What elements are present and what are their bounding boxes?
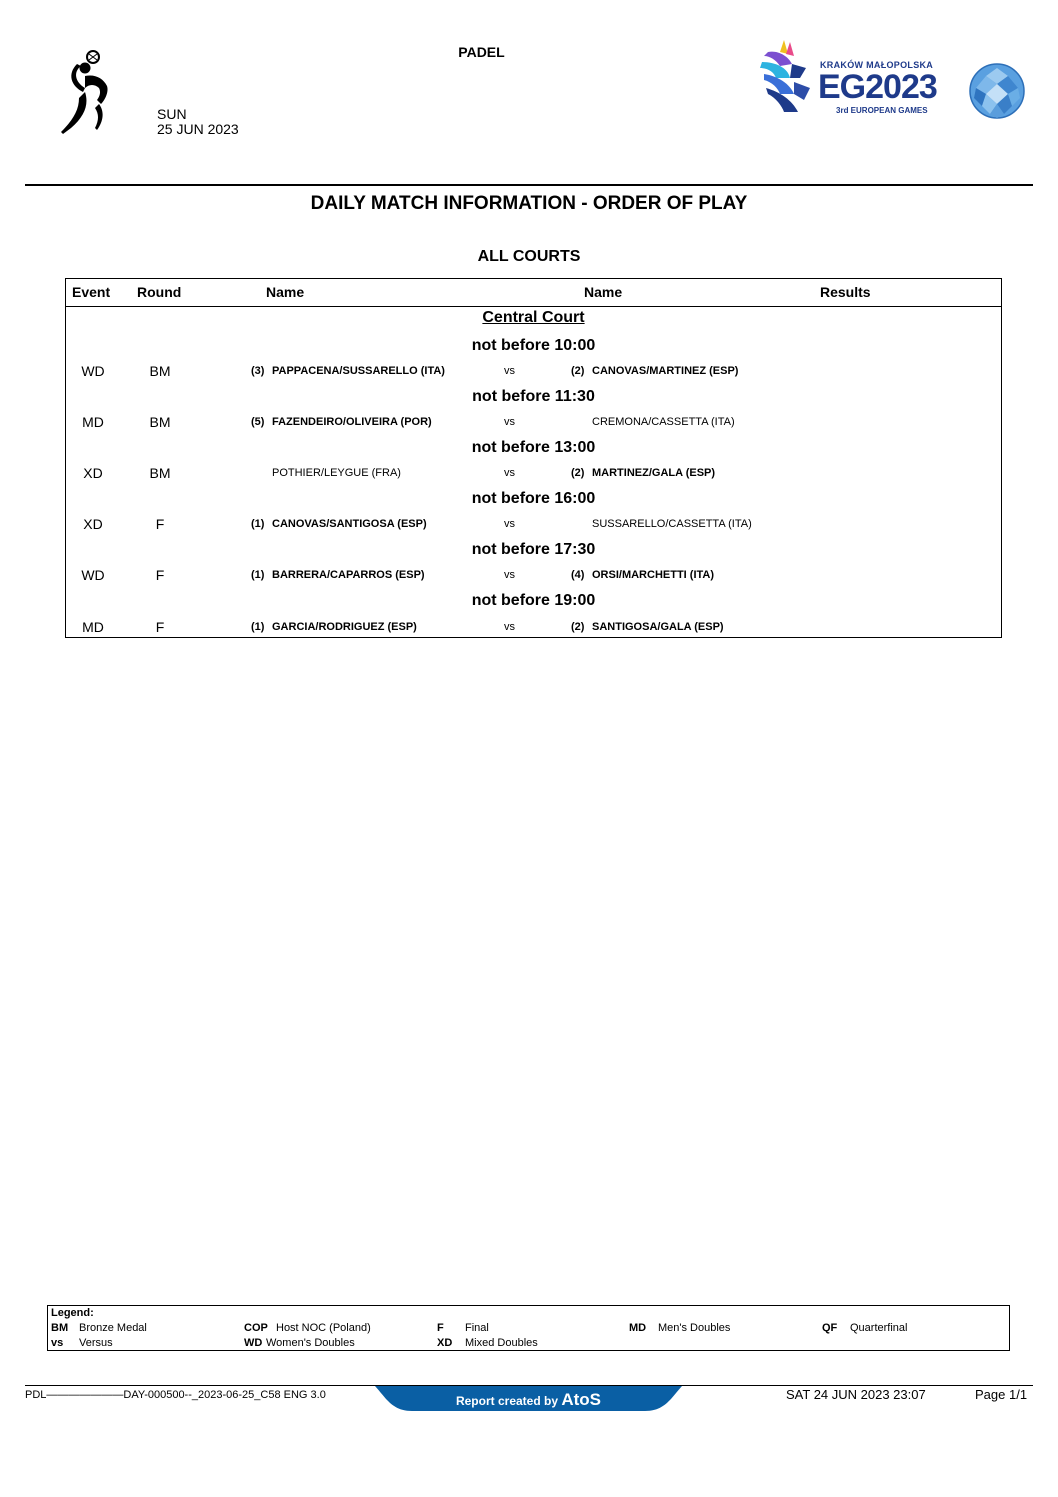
team-1-seed: (5) — [251, 416, 265, 428]
legend-label: Host NOC (Poland) — [276, 1322, 371, 1334]
european-olympic-committees-icon — [968, 62, 1026, 120]
table-header — [66, 279, 1001, 307]
team-2 — [571, 416, 735, 428]
legend-key: vs — [51, 1337, 64, 1349]
team-2-name: SANTIGOSA/GALA (ESP) — [592, 621, 724, 633]
versus-label: vs — [504, 518, 515, 530]
round-code: BM — [149, 363, 171, 379]
versus-label: vs — [504, 365, 515, 377]
legend-label: Bronze Medal — [79, 1322, 147, 1334]
legend-item — [437, 1337, 538, 1349]
legend-item — [244, 1337, 355, 1349]
team-1 — [251, 467, 401, 479]
legend-key: QF — [822, 1322, 838, 1334]
team-1-name: PAPPACENA/SUSSARELLO (ITA) — [272, 365, 445, 377]
legend-item — [437, 1322, 489, 1334]
event-code: MD — [82, 619, 104, 635]
team-2-seed: (4) — [571, 569, 585, 581]
legend-key: XD — [437, 1337, 453, 1349]
banner-caption: Report created by — [455, 1394, 558, 1408]
day-of-week: SUN — [157, 106, 187, 122]
team-2 — [571, 518, 752, 530]
atos-brand: AtoS — [561, 1390, 602, 1409]
header-divider — [25, 184, 1033, 186]
column-header-round: Round — [137, 284, 182, 300]
session-time: not before 16:00 — [471, 490, 596, 507]
team-1 — [251, 365, 445, 377]
legend-box — [47, 1305, 1010, 1351]
session-time: not before 10:00 — [471, 337, 596, 354]
team-2 — [571, 569, 714, 581]
sport-title: PADEL — [458, 44, 505, 60]
column-header-event: Event — [72, 284, 111, 300]
eg2023-logo — [754, 38, 954, 120]
legend-label: Mixed Doubles — [465, 1337, 538, 1349]
team-1 — [251, 416, 432, 428]
team-2-name: ORSI/MARCHETTI (ITA) — [592, 569, 715, 581]
team-2-name: SUSSARELLO/CASSETTA (ITA) — [592, 518, 752, 530]
team-1 — [251, 621, 417, 633]
round-code: F — [155, 567, 165, 583]
legend-item — [244, 1322, 371, 1334]
session-time: not before 17:30 — [471, 541, 596, 558]
team-1-name: CANOVAS/SANTIGOSA (ESP) — [272, 518, 427, 530]
event-code: MD — [82, 414, 104, 430]
legend-item — [51, 1337, 113, 1349]
legend-key: WD — [244, 1337, 263, 1349]
table-row — [66, 518, 1001, 536]
event-code: XD — [83, 465, 103, 481]
dragon-mark-icon — [754, 38, 816, 120]
legend-title: Legend: — [51, 1307, 94, 1319]
versus-label: vs — [504, 467, 515, 479]
legend-key: F — [437, 1322, 444, 1334]
legend-label: Final — [465, 1322, 489, 1334]
legend-label: Quarterfinal — [850, 1322, 908, 1334]
team-2-seed: (2) — [571, 365, 585, 377]
team-1 — [251, 569, 425, 581]
report-code: PDL———————DAY-000500--_2023-06-25_C58 ENG 3.0 — [25, 1389, 326, 1401]
team-1-name: FAZENDEIRO/OLIVEIRA (POR) — [272, 416, 432, 428]
team-1-seed: (3) — [251, 365, 265, 377]
team-2 — [571, 365, 738, 377]
eg-logo-mark: EG2023 — [818, 68, 937, 106]
event-code: WD — [81, 567, 105, 583]
table-row — [66, 621, 1001, 639]
legend-key: BM — [51, 1322, 69, 1334]
team-1-seed: (1) — [251, 569, 265, 581]
team-2 — [571, 621, 724, 633]
eg-logo-top-line: KRAKÓW MAŁOPOLSKA — [820, 60, 934, 70]
team-2-seed: (2) — [571, 467, 585, 479]
padel-player-icon — [55, 48, 130, 136]
team-1-name: POTHIER/LEYGUE (FRA) — [272, 467, 401, 479]
document-subtitle: ALL COURTS — [477, 248, 581, 265]
team-1-name: GARCIA/RODRIGUEZ (ESP) — [272, 621, 417, 633]
round-code: F — [155, 516, 165, 532]
table-row — [66, 416, 1001, 434]
team-2-seed: (2) — [571, 621, 585, 633]
table-row — [66, 467, 1001, 485]
column-header-name-2: Name — [584, 284, 623, 300]
versus-label: vs — [504, 416, 515, 428]
team-1 — [251, 518, 427, 530]
versus-label: vs — [504, 569, 515, 581]
legend-item — [822, 1322, 907, 1334]
table-row — [66, 569, 1001, 587]
team-2-name: MARTINEZ/GALA (ESP) — [592, 467, 716, 479]
event-code: XD — [83, 516, 103, 532]
versus-label: vs — [504, 621, 515, 633]
team-2-name: CREMONA/CASSETTA (ITA) — [592, 416, 735, 428]
legend-key: MD — [629, 1322, 647, 1334]
eg-logo-sub-line: 3rd EUROPEAN GAMES — [836, 106, 928, 115]
team-1-seed: (1) — [251, 518, 265, 530]
round-code: BM — [149, 465, 171, 481]
team-1-name: BARRERA/CAPARROS (ESP) — [272, 569, 425, 581]
legend-item — [51, 1322, 147, 1334]
session-date — [157, 107, 239, 137]
date-text: 25 JUN 2023 — [157, 121, 239, 137]
column-header-results: Results — [820, 284, 871, 300]
legend-label: Men's Doubles — [658, 1322, 731, 1334]
session-time: not before 19:00 — [471, 592, 596, 609]
table-row — [66, 365, 1001, 383]
legend-label: Versus — [79, 1337, 113, 1349]
legend-label: Women's Doubles — [266, 1337, 355, 1349]
document-title: DAILY MATCH INFORMATION - ORDER OF PLAY — [310, 193, 748, 214]
round-code: F — [155, 619, 165, 635]
round-code: BM — [149, 414, 171, 430]
banner-text — [375, 1390, 682, 1410]
court-name: Central Court — [482, 309, 585, 326]
printed-timestamp: SAT 24 JUN 2023 23:07 — [786, 1387, 926, 1402]
legend-item — [629, 1322, 730, 1334]
team-2-name: CANOVAS/MARTINEZ (ESP) — [592, 365, 739, 377]
team-2 — [571, 467, 715, 479]
column-header-name-1: Name — [266, 284, 305, 300]
page-number: Page 1/1 — [975, 1387, 1028, 1402]
session-time: not before 13:00 — [471, 439, 596, 456]
event-code: WD — [81, 363, 105, 379]
team-1-seed: (1) — [251, 621, 265, 633]
legend-key: COP — [244, 1322, 268, 1334]
session-time: not before 11:30 — [472, 388, 595, 405]
order-of-play-table — [65, 278, 1002, 638]
